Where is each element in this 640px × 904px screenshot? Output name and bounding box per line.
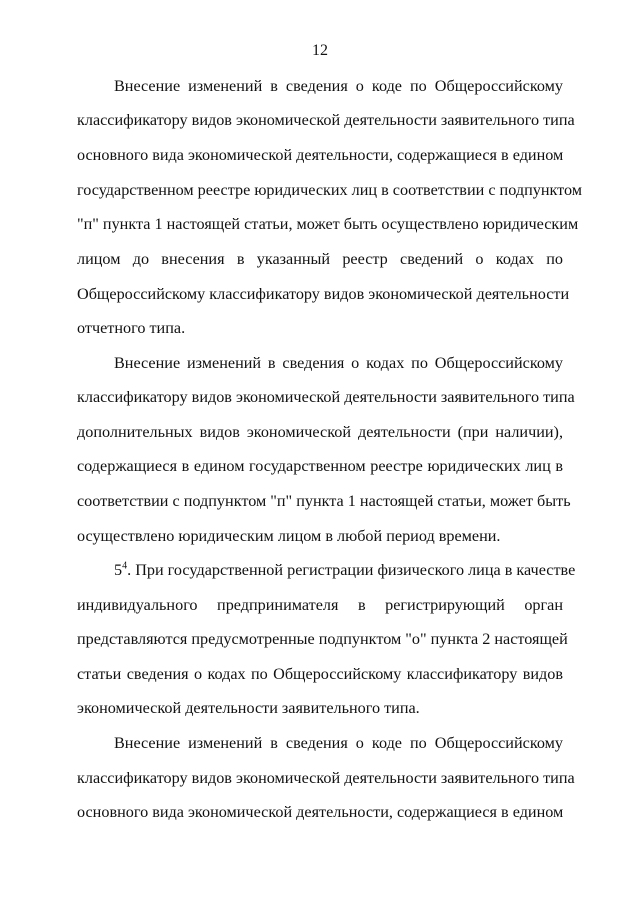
paragraph-1-line-7: Общероссийскому классификатору видов экономической деятельности [77,285,570,303]
paragraph-1-line-6: лицом до внесения в указанный реестр сведений о кодах по [77,250,563,268]
section-number: 5 [114,561,123,579]
paragraph-2-line-5: соответствии с подпунктом "п" пункта 1 настоящей статьи, может быть [77,492,571,510]
paragraph-3-line-2: индивидуального предпринимателя в регистрирующий орган [77,596,563,614]
paragraph-1-line-8: отчетного типа. [77,319,186,337]
paragraph-1-line-5: "п" пункта 1 настоящей статьи, может быть осуществлено юридическим [77,215,579,233]
paragraph-2-line-6: осуществлено юридическим лицом в любой период времени. [77,527,501,545]
paragraph-2-line-3: дополнительных видов экономической деятельности (при наличии), [77,423,563,441]
paragraph-1-line-3: основного вида экономической деятельности, содержащиеся в едином [77,146,564,164]
section-superscript: 4 [122,560,128,572]
paragraph-1-line-1: Внесение изменений в сведения о коде по Общероссийскому [114,77,563,95]
paragraph-3-line-4: статьи сведения о кодах по Общероссийскому классификатору видов [77,665,563,683]
paragraph-3-line-1 [114,560,576,580]
paragraph-3-line-3: представляются предусмотренные подпунктом "о" пункта 2 настоящей [77,630,568,648]
paragraph-4-line-3: основного вида экономической деятельности, содержащиеся в едином [77,803,564,821]
paragraph-1-line-4: государственном реестре юридических лиц в соответствии с подпунктом [77,181,583,199]
paragraph-2-line-1: Внесение изменений в сведения о кодах по Общероссийскому [114,354,563,372]
paragraph-4-line-2: классификатору видов экономической деятельности заявительного типа [77,769,575,787]
paragraph-2-line-4: содержащиеся в едином государственном реестре юридических лиц в [77,457,563,475]
section-first-line-text: . При государственной регистрации физического лица в качестве [127,561,576,579]
paragraph-4-line-1: Внесение изменений в сведения о коде по Общероссийскому [114,734,563,752]
page-number: 12 [312,42,328,59]
paragraph-3-line-5: экономической деятельности заявительного типа. [77,699,420,717]
paragraph-2-line-2: классификатору видов экономической деятельности заявительного типа [77,388,575,406]
paragraph-1-line-2: классификатору видов экономической деятельности заявительного типа [77,111,575,129]
